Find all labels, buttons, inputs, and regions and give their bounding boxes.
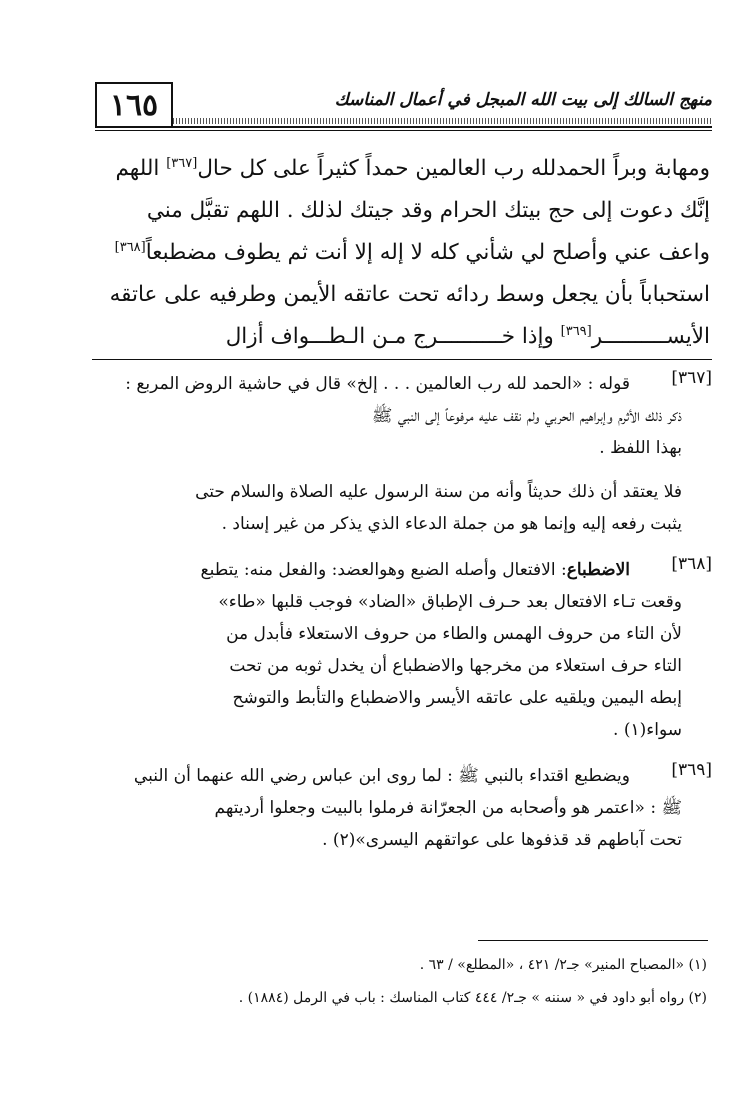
note-line: ويضطبع اقتداء بالنبي ﷺ : لما روى ابن عباس رضي الله عنهما أن النبي bbox=[133, 766, 630, 786]
note-term: الاضطباع bbox=[566, 560, 630, 580]
note-368 bbox=[92, 554, 712, 746]
header-hatch-rule bbox=[173, 118, 712, 124]
body-line: استحباباً بأن يجعل وسط ردائه تحت عاتقه الأيمن وطرفيه على عاتقه bbox=[109, 282, 710, 307]
note-line: يثبت رفعه إليه وإنما هو من جملة الدعاء الذي يذكر من غير إسناد . bbox=[221, 514, 682, 534]
note-369 bbox=[92, 760, 712, 856]
body-line: الأيســــــــــر[٣٦٩] وإذا خــــــــــرج مـن الـطـــواف أزال bbox=[225, 323, 710, 349]
footnote-ref: [٣٦٩] bbox=[560, 323, 592, 339]
note-line: لأن التاء من حروف الهمس والطاء من حروف الاستعلاء فأبدل من bbox=[226, 624, 682, 644]
header-rule bbox=[95, 126, 712, 131]
footnote: (٢) رواه أبو داود في « سننه » جـ٢/ ٤٤٤ كتاب المناسك : باب في الرمل (١٨٨٤) . bbox=[238, 990, 707, 1006]
note-number: [٣٦٨] bbox=[671, 554, 712, 574]
note-line: التاء حرف استعلاء من مخرجها والاضطباع أن يخدل ثوبه من تحت bbox=[229, 656, 682, 676]
note-line: الاضطباع: الافتعال وأصله الضبع وهوالعضد: والفعل منه: يتطبع bbox=[200, 560, 630, 580]
footnotes-divider bbox=[478, 940, 708, 941]
note-number: [٣٦٧] bbox=[671, 368, 712, 388]
note-line: قوله : «الحمد لله رب العالمين . . . إلخ» قال في حاشية الروض المربع : bbox=[125, 374, 630, 394]
note-367 bbox=[92, 368, 712, 540]
main-text bbox=[90, 148, 710, 358]
note-line: سواء(١) . bbox=[613, 720, 682, 740]
footnote-ref: [٣٦٨] bbox=[114, 239, 146, 255]
note-line: فلا يعتقد أن ذلك حديثاً وأنه من سنة الرسول عليه الصلاة والسلام حتى bbox=[195, 482, 682, 502]
notes-divider bbox=[92, 359, 712, 360]
note-line: تحت آباطهم قد قذفوها على عواتقهم اليسرى»(٢) . bbox=[322, 830, 682, 850]
footnote: (١) «المصباح المنير» جـ٢/ ٤٢١ ، «المطلع» / ٦٣ . bbox=[419, 957, 707, 973]
footnote-ref: [٣٦٧] bbox=[166, 155, 198, 171]
note-line: ﷺ : «اعتمر هو وأصحابه من الجعرّانة فرملوا بالبيت وجعلوا أرديتهم bbox=[214, 798, 682, 818]
note-number: [٣٦٩] bbox=[671, 760, 712, 780]
page-header bbox=[95, 82, 712, 132]
body-line: ومهابة وبراً الحمدلله رب العالمين حمداً كثيراً على كل حال[٣٦٧] اللهم bbox=[115, 155, 710, 181]
note-line: إبطه اليمين ويلقيه على عاتقه الأيسر والاضطباع والتأبط والتوشح bbox=[232, 688, 682, 708]
running-title: منهج السالك إلى بيت الله المبجل في أعمال المناسك bbox=[334, 90, 712, 110]
body-line: إنَّك دعوت إلى حج بيتك الحرام وقد جيتك لذلك . اللهم تقبَّل مني bbox=[146, 198, 710, 223]
note-line: وقعت تـاء الافتعال بعد حـرف الإطباق «الضاد» فوجب قلبها «طاء» bbox=[218, 592, 682, 612]
body-line: واعف عني وأصلح لي شأني كله لا إله إلا أنت ثم يطوف مضطبعاً[٣٦٨] bbox=[114, 239, 710, 265]
note-line: ذكر ذلك الأثرم وإبراهيم الحربي ولم نقف عليه مرفوعاً إلى النبي ﷺ bbox=[371, 406, 682, 426]
note-line: بهذا اللفظ . bbox=[599, 438, 682, 458]
commentary-notes bbox=[92, 368, 712, 870]
page-number: ١٦٥ bbox=[95, 82, 173, 126]
footnotes bbox=[92, 952, 707, 1018]
